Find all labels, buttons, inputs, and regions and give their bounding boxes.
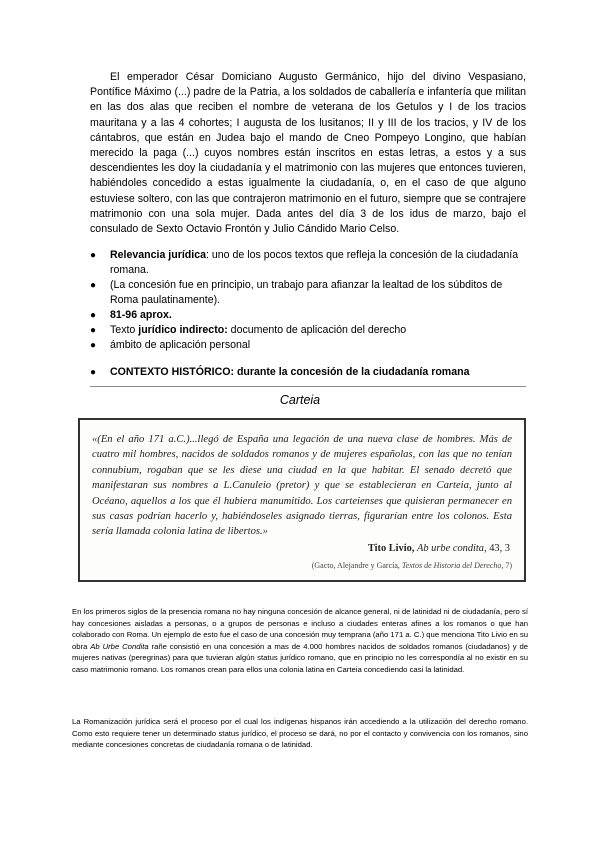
paragraph-work-title: Ab Urbe Condita xyxy=(90,641,149,651)
bullet-item-relevancia xyxy=(90,248,526,278)
section-title: Carteia xyxy=(279,393,321,407)
bullet-item-concesion xyxy=(90,278,526,308)
bullet-text: Texto xyxy=(110,324,139,336)
paragraph-concesiones xyxy=(72,606,528,676)
bullet-dot-icon: ● xyxy=(90,310,97,321)
bullet-text: ámbito de aplicación personal xyxy=(110,339,251,351)
quote-source xyxy=(368,543,510,554)
quote-reference: 43, 3 xyxy=(489,543,510,554)
citation-page: 7) xyxy=(505,561,512,570)
bullet-bold-label: jurídico indirecto: xyxy=(138,324,228,336)
paragraph-text: rañe consistió en una concesión a mas de 4.000 hombres nacidos de soldados romanos (ciudadanos) y de mujeres nativas (peregrinas) para que tuvieran algún status jurídico romano, que en principio no les correspondía al no existir en su caso matrimonio romano. Los romanos crean para ellos una colonia latina en Carteia concediendo casi la latinidad. xyxy=(72,641,528,674)
citation-authors: (Gacto, Alejandre y García, xyxy=(311,561,400,570)
bullet-dot-icon: ● xyxy=(90,340,97,351)
contexto-text: : durante la concesión de la ciudadanía romana xyxy=(230,366,470,378)
bullet-bold-label: 81-96 aprox. xyxy=(110,309,172,321)
bullet-text: documento de aplicación del derecho xyxy=(227,324,407,336)
bullet-text: (La concesión fue en principio, un trabajo para afianzar la lealtad de los súbditos de Roma paulatinamente). xyxy=(110,279,503,306)
bullet-dot-icon: ● xyxy=(90,280,97,291)
quote-text: «(En el año 171 a.C.)...llegó de España una legación de una nueva clase de hombres. Más de cuatro mil hombres, nacidos de soldados romanos y de mujeres españolas, con las que no tenían connubium, rogaban que se les diese una ciudad en la que habitar. El senado decretó que manifestaran sus nombres a L.Canuleio (pretor) y que se establecieran en Carteia, junto al Océano, aquellos a los que él hubiera manumitido. Los carteienses que quisieran permanecer en sus casas podrían hacerlo y, habiéndoseles asignado tierras, figurarían entre los colonos. Esta sería llamada colonia latina de libertos.» xyxy=(92,434,512,538)
horizontal-divider xyxy=(90,386,526,387)
contexto-label: CONTEXTO HISTÓRICO xyxy=(110,366,231,378)
quote-box xyxy=(78,418,526,582)
paragraph-text: En los primeros siglos de la presencia romana no hay ninguna concesión de alcance general, ni de latinidad ni de ciudadanía, pero sí hay concesiones aisladas a personas, o a grupos de personas e incluso a ciudades enteras afines a los romanos o que han colaborado con Roma. Un ejemplo de esto fue el caso de una concesión muy temprana (año 171 a. C.) que menciona Tito Livio en su obra xyxy=(72,607,528,651)
bullet-list xyxy=(90,248,526,353)
bullet-bold-label: Relevancia jurídica xyxy=(110,249,206,261)
quote-work: Ab urbe condita, xyxy=(417,543,487,554)
quote-author: Tito Livio, xyxy=(367,543,415,554)
bullet-item-tipo-texto xyxy=(90,323,526,338)
paragraph-romanizacion: La Romanización jurídica será el proceso por el cual los indígenas hispanos irán accediendo a la utilización del derecho romano. Como esto requiere tener un determinado status jurídico, el proceso se dará, no por el contacto y convivencia con los romanos, sino mediante concesiones concretas de ciudadanía romana o de latinidad. xyxy=(72,717,528,750)
bullet-dot-icon: ● xyxy=(90,325,97,336)
contexto-historico-heading xyxy=(90,365,546,380)
bullet-item-ambito xyxy=(90,338,526,353)
quote-citation xyxy=(312,561,512,570)
bullet-item-fecha xyxy=(90,308,526,323)
main-paragraph: El emperador César Domiciano Augusto Germánico, hijo del divino Vespasiano, Pontífice Máximo (...) padre de la Patria, a los soldados de caballería e infantería que militan en las dos alas que reciben el nombre de veterana de los Getulos y I de los tracios mauritana y a las 4 cohortes; I augusta de los lusitanos; II y III de los tracios, y IV de los cántabros, que están en Judea bajo el mando de Cneo Pompeyo Longino, que habían merecido la paga (...) cuyos nombres están inscritos en estas letras, a estos y a sus descendientes les doy la ciudadanía y el matrimonio con las mujeres que entonces tuvieren, habiéndoles concedido a estas igualmente la ciudadanía, o, en el caso de que alguno estuviese soltero, con las que contrajeron matrimonio en el futuro, siempre que se contrajere matrimonio con una sola mujer. Dada antes del día 3 de los idus de marzo, bajo el consulado de Sexto Octavio Frontón y Julio Cándido Mario Celso. xyxy=(90,71,526,236)
citation-title: Textos de Historia del Derecho, xyxy=(401,561,504,570)
bullet-dot-icon: ● xyxy=(90,250,97,261)
bullet-text: : uno de los pocos textos que refleja la concesión de la ciudadanía romana. xyxy=(110,249,519,276)
bullet-dot-icon: ● xyxy=(90,367,97,378)
